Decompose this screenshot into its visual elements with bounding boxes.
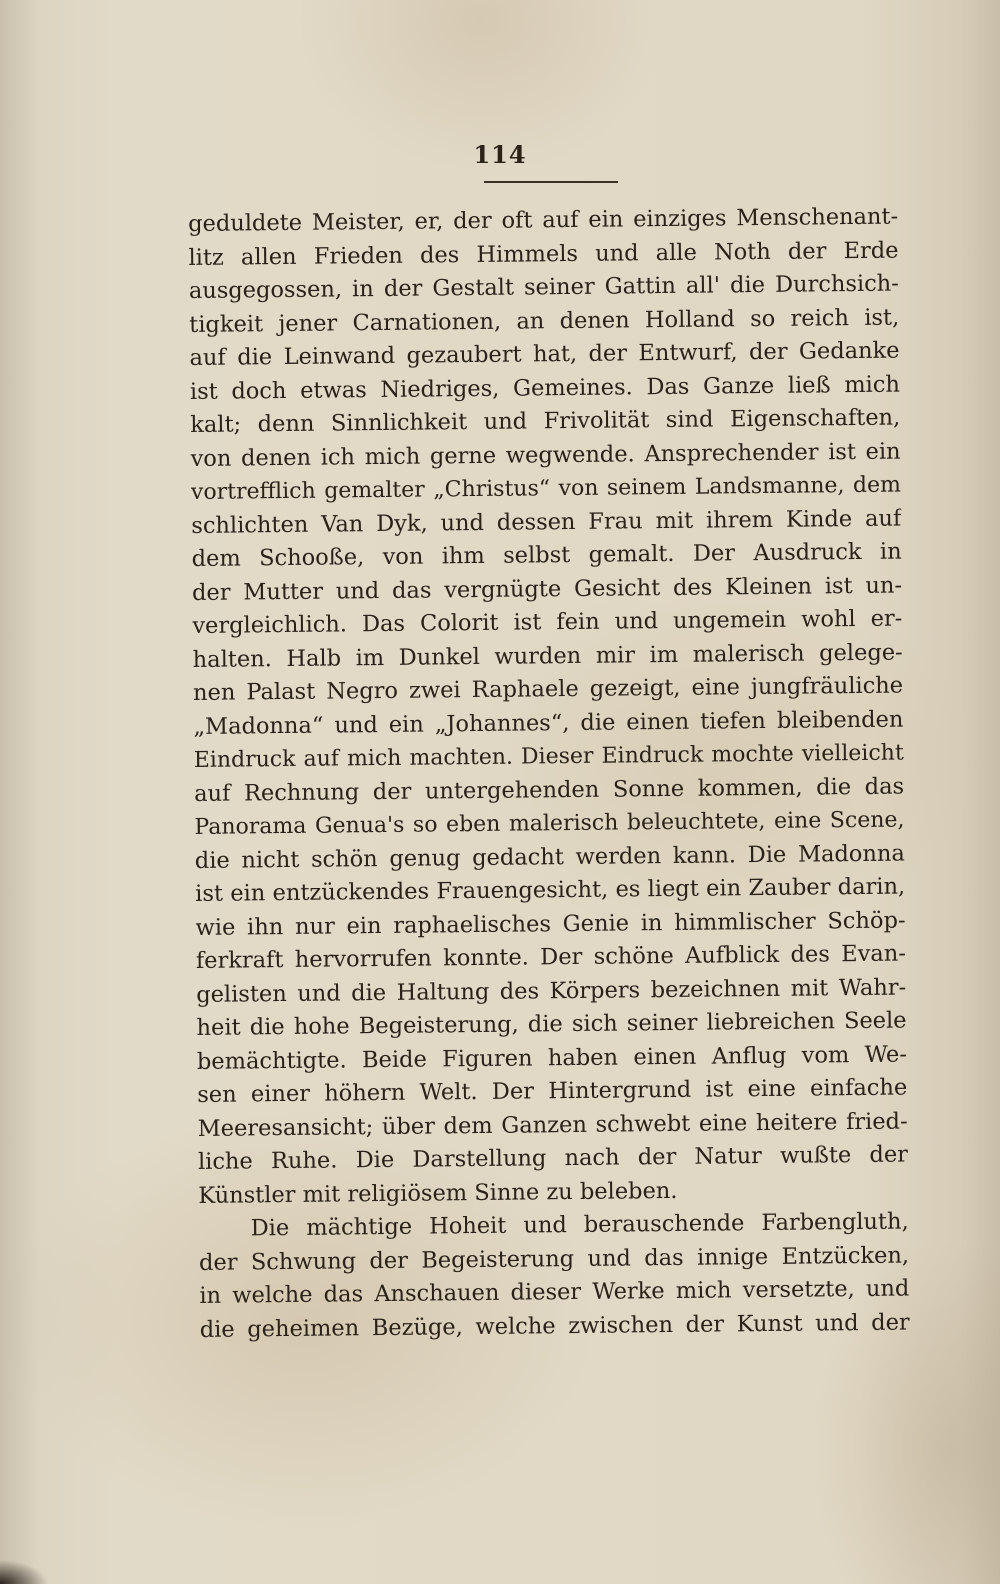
text-line: litz allen Frieden des Himmels und alle Noth der Erde xyxy=(188,237,899,271)
text-line: auf Rechnung der untergehenden Sonne kommen, die das xyxy=(193,773,905,807)
text-line: nen Palast Negro zwei Raphaele gezeigt, eine jungfräuliche xyxy=(192,672,904,706)
text-line: die geheimen Bezüge, welche zwischen der Kunst und der xyxy=(199,1309,910,1343)
text-line: auf die Leinwand gezaubert hat, der Entwurf, der Gedanke xyxy=(189,337,900,371)
text-line: gelisten und die Haltung des Körpers bezeichnen mit Wahr- xyxy=(196,974,907,1008)
text-line: liche Ruhe. Die Darstellung nach der Natur wußte der xyxy=(197,1141,909,1175)
text-line: Meeresansicht; über dem Ganzen schwebt eine heitere fried- xyxy=(197,1108,908,1142)
text-line: ausgegossen, in der Gestalt seiner Gattin all' die Durchsich- xyxy=(188,270,899,304)
text-line: schlichten Van Dyk, und dessen Frau mit ihrem Kinde auf xyxy=(191,505,902,539)
text-line: Eindruck auf mich machten. Dieser Eindruck mochte vielleicht xyxy=(193,740,904,773)
text-line: Künstler mit religiösem Sinne zu beleben. xyxy=(198,1177,678,1209)
text-line: Die mächtige Hoheit und berauschende Farbengluth, xyxy=(250,1208,909,1242)
text-line: „Madonna“ und ein „Johannes“, die einen tiefen bleibenden xyxy=(193,706,904,740)
text-line: die nicht schön genug gedacht werden kann. Die Madonna xyxy=(194,840,905,874)
text-line: heit die hohe Begeisterung, die sich seiner liebreichen Seele xyxy=(196,1007,907,1041)
text-line: vergleichlich. Das Colorit ist fein und ungemein wohl er- xyxy=(192,605,903,639)
text-line: der Mutter und das vergnügte Gesicht des Kleinen ist un- xyxy=(191,572,903,606)
text-line: dem Schooße, von ihm selbst gemalt. Der Ausdruck in xyxy=(191,538,902,572)
text-line: Panorama Genua's so eben malerisch beleuchtete, eine Scene, xyxy=(194,807,905,840)
body-text xyxy=(188,201,910,1347)
page-number: 114 xyxy=(473,140,527,169)
text-line: wie ihn nur ein raphaelisches Genie in himmlischer Schöp- xyxy=(195,907,906,941)
text-line: ist ein entzückendes Frauengesicht, es liegt ein Zauber darin, xyxy=(195,873,906,907)
text-line: tigkeit jener Carnationen, an denen Holland so reich ist, xyxy=(189,304,900,338)
paragraph xyxy=(199,1206,910,1347)
text-line: vortrefflich gemalter „Christus“ von seinem Landsmanne, dem xyxy=(190,472,902,505)
text-line: ferkraft hervorrufen konnte. Der schöne Aufblick des Evan- xyxy=(195,940,906,974)
text-line: kalt; denn Sinnlichkeit und Frivolität sind Eigenschaften, xyxy=(190,404,901,438)
text-line: der Schwung der Begeisterung und das innige Entzücken, xyxy=(198,1242,910,1276)
text-line: sen einer höhern Welt. Der Hintergrund ist eine einfache xyxy=(197,1074,908,1108)
text-line: in welche das Anschauen dieser Werke mich versetzte, und xyxy=(199,1275,910,1309)
text-line: halten. Halb im Dunkel wurden mir im malerisch gelege- xyxy=(192,639,903,673)
text-line: von denen ich mich gerne wegwende. Ansprechender ist ein xyxy=(190,438,901,472)
text-line: geduldete Meister, er, der oft auf ein einziges Menschenant- xyxy=(188,203,899,237)
text-line: bemächtigte. Beide Figuren haben einen Anflug vom We- xyxy=(196,1041,908,1075)
text-line: ist doch etwas Niedriges, Gemeines. Das Ganze ließ mich xyxy=(189,371,901,405)
header-rule xyxy=(484,181,618,183)
page-edge-shadow xyxy=(0,1544,60,1584)
paragraph xyxy=(188,201,908,1213)
